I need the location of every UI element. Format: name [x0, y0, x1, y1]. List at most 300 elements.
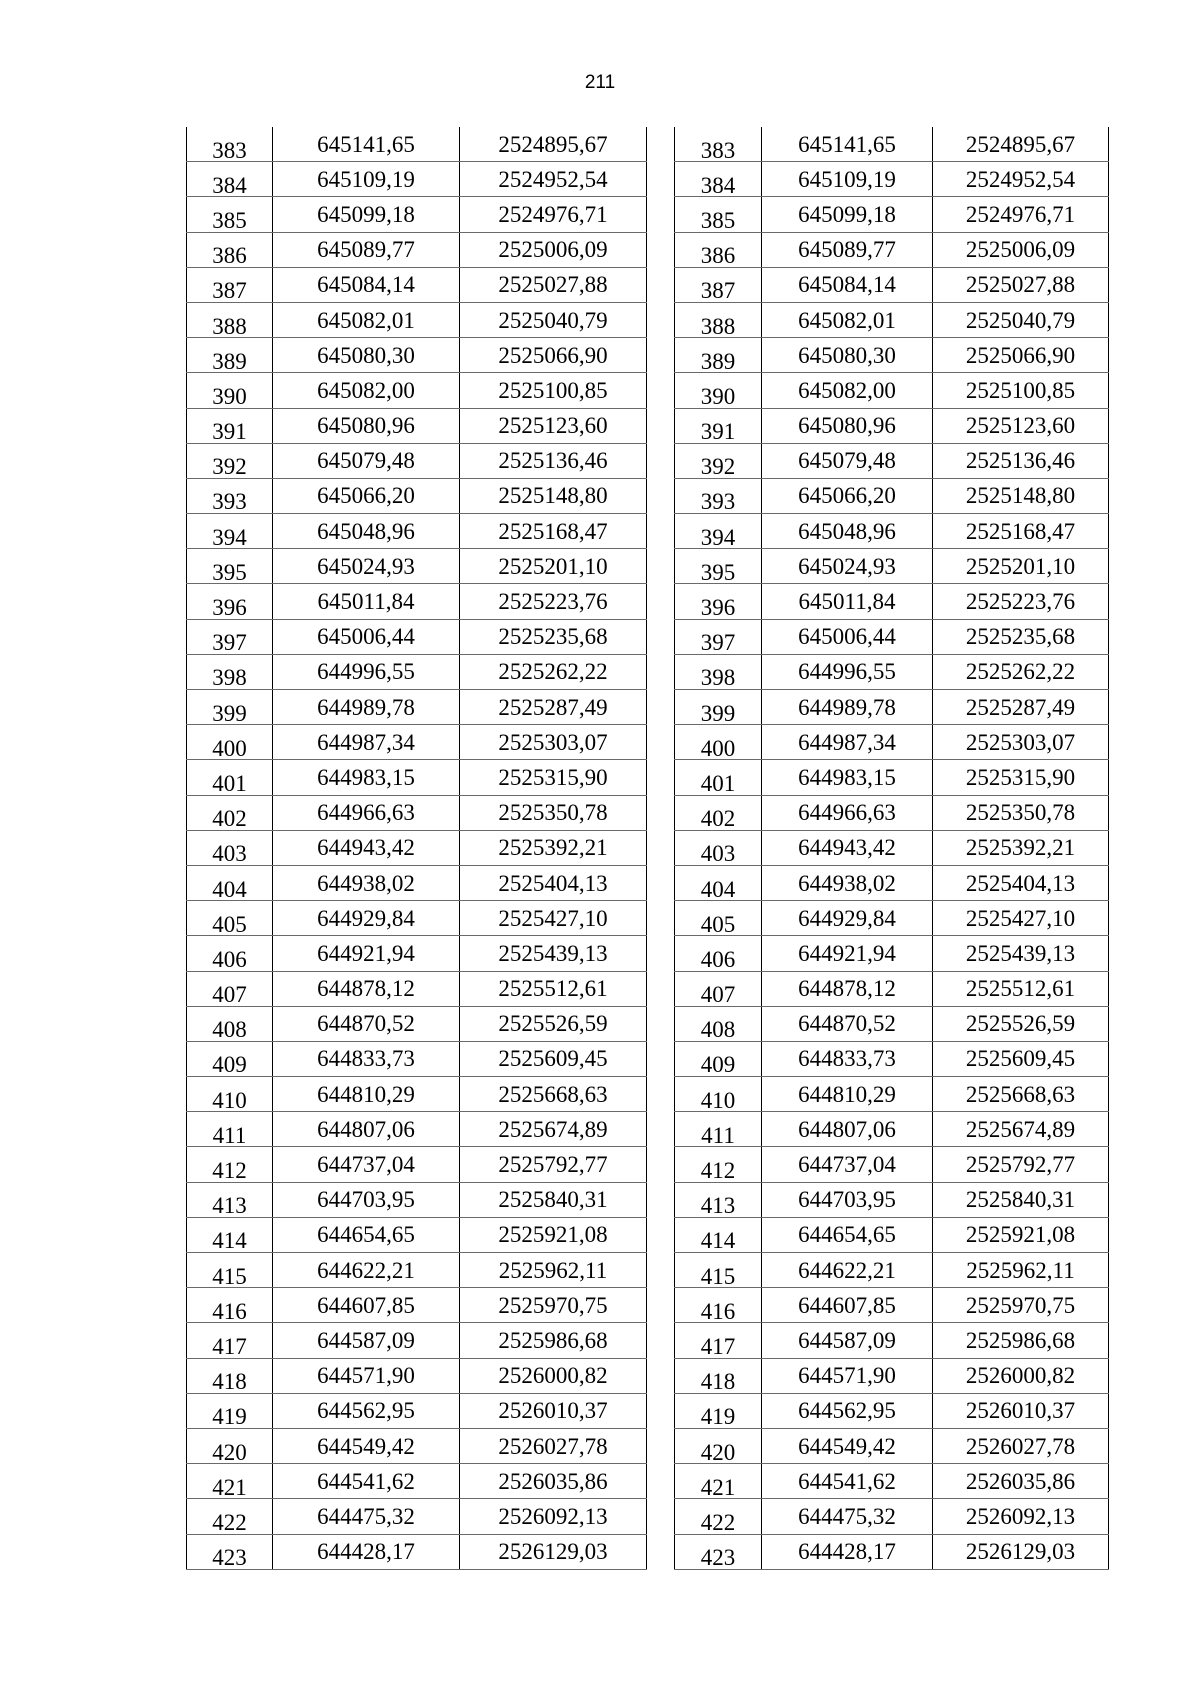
x-coordinate-cell: 645082,01: [273, 302, 460, 337]
table-row: [675, 619, 1109, 654]
y-coordinate-cell: 2524976,71: [933, 197, 1109, 232]
point-number-cell: 393: [675, 478, 762, 513]
table-row: [675, 1393, 1109, 1428]
table-row: [675, 1182, 1109, 1217]
y-coordinate-cell: 2525427,10: [933, 901, 1109, 936]
x-coordinate-cell: 644562,95: [273, 1393, 460, 1428]
table-row: [675, 1006, 1109, 1041]
table-row: [187, 267, 647, 302]
table-row: [675, 197, 1109, 232]
point-number-cell: 412: [187, 1147, 273, 1182]
x-coordinate-cell: 644562,95: [762, 1393, 933, 1428]
point-number-cell: 413: [187, 1182, 273, 1217]
y-coordinate-cell: 2525223,76: [460, 584, 647, 619]
y-coordinate-cell: 2526035,86: [460, 1464, 647, 1499]
table-row: [187, 1499, 647, 1534]
point-number-cell: 396: [187, 584, 273, 619]
table-row: [675, 127, 1109, 162]
y-coordinate-cell: 2525287,49: [933, 690, 1109, 725]
y-coordinate-cell: 2525027,88: [460, 267, 647, 302]
x-coordinate-cell: 645079,48: [273, 443, 460, 478]
y-coordinate-cell: 2525986,68: [933, 1323, 1109, 1358]
point-number-cell: 414: [675, 1217, 762, 1252]
y-coordinate-cell: 2525792,77: [933, 1147, 1109, 1182]
point-number-cell: 419: [675, 1393, 762, 1428]
y-coordinate-cell: 2525262,22: [460, 654, 647, 689]
point-number-cell: 403: [187, 830, 273, 865]
table-row: [675, 1464, 1109, 1499]
x-coordinate-cell: 644878,12: [762, 971, 933, 1006]
table-row: [675, 1217, 1109, 1252]
x-coordinate-cell: 645099,18: [762, 197, 933, 232]
x-coordinate-cell: 645066,20: [273, 478, 460, 513]
point-number-cell: 394: [675, 514, 762, 549]
y-coordinate-cell: 2525970,75: [933, 1288, 1109, 1323]
table-row: [675, 1499, 1109, 1534]
point-number-cell: 395: [187, 549, 273, 584]
table-row: [187, 1534, 647, 1569]
x-coordinate-cell: 645109,19: [762, 162, 933, 197]
y-coordinate-cell: 2525392,21: [933, 830, 1109, 865]
table-row: [675, 1323, 1109, 1358]
point-number-cell: 397: [675, 619, 762, 654]
page-number: 211: [584, 72, 616, 93]
table-row: [675, 725, 1109, 760]
y-coordinate-cell: 2525262,22: [933, 654, 1109, 689]
table-row: [675, 584, 1109, 619]
table-row: [675, 549, 1109, 584]
x-coordinate-cell: 645048,96: [762, 514, 933, 549]
y-coordinate-cell: 2525350,78: [933, 795, 1109, 830]
point-number-cell: 405: [187, 901, 273, 936]
table-row: [187, 725, 647, 760]
point-number-cell: 415: [187, 1253, 273, 1288]
table-row: [187, 584, 647, 619]
point-number-cell: 399: [187, 690, 273, 725]
x-coordinate-cell: 644938,02: [762, 865, 933, 900]
y-coordinate-cell: 2525668,63: [460, 1077, 647, 1112]
coordinates-table-left: [186, 127, 647, 1570]
point-number-cell: 421: [187, 1464, 273, 1499]
point-number-cell: 401: [675, 760, 762, 795]
y-coordinate-cell: 2524976,71: [460, 197, 647, 232]
point-number-cell: 406: [187, 936, 273, 971]
table-row: [187, 1182, 647, 1217]
point-number-cell: 409: [675, 1041, 762, 1076]
point-number-cell: 408: [187, 1006, 273, 1041]
x-coordinate-cell: 644983,15: [273, 760, 460, 795]
table-row: [187, 302, 647, 337]
point-number-cell: 386: [187, 232, 273, 267]
y-coordinate-cell: 2525066,90: [933, 338, 1109, 373]
point-number-cell: 420: [187, 1428, 273, 1463]
table-row: [187, 1358, 647, 1393]
point-number-cell: 402: [675, 795, 762, 830]
point-number-cell: 384: [675, 162, 762, 197]
table-row: [675, 760, 1109, 795]
point-number-cell: 383: [675, 127, 762, 162]
y-coordinate-cell: 2525040,79: [460, 302, 647, 337]
y-coordinate-cell: 2526129,03: [933, 1534, 1109, 1569]
x-coordinate-cell: 645006,44: [762, 619, 933, 654]
point-number-cell: 389: [187, 338, 273, 373]
table-row: [675, 1253, 1109, 1288]
x-coordinate-cell: 644807,06: [762, 1112, 933, 1147]
table-row: [187, 690, 647, 725]
x-coordinate-cell: 645109,19: [273, 162, 460, 197]
table-row: [675, 795, 1109, 830]
y-coordinate-cell: 2525303,07: [933, 725, 1109, 760]
table-row: [187, 795, 647, 830]
table-row: [187, 1217, 647, 1252]
point-number-cell: 401: [187, 760, 273, 795]
y-coordinate-cell: 2524952,54: [933, 162, 1109, 197]
x-coordinate-cell: 644549,42: [273, 1428, 460, 1463]
y-coordinate-cell: 2525392,21: [460, 830, 647, 865]
point-number-cell: 392: [187, 443, 273, 478]
x-coordinate-cell: 645089,77: [273, 232, 460, 267]
table-row: [675, 373, 1109, 408]
y-coordinate-cell: 2525439,13: [460, 936, 647, 971]
x-coordinate-cell: 644989,78: [273, 690, 460, 725]
y-coordinate-cell: 2526010,37: [933, 1393, 1109, 1428]
y-coordinate-cell: 2525315,90: [933, 760, 1109, 795]
table-row: [675, 830, 1109, 865]
point-number-cell: 415: [675, 1253, 762, 1288]
y-coordinate-cell: 2524895,67: [933, 127, 1109, 162]
x-coordinate-cell: 644921,94: [762, 936, 933, 971]
x-coordinate-cell: 644622,21: [273, 1253, 460, 1288]
table-row: [187, 619, 647, 654]
table-row: [675, 408, 1109, 443]
y-coordinate-cell: 2525970,75: [460, 1288, 647, 1323]
point-number-cell: 404: [187, 865, 273, 900]
x-coordinate-cell: 645084,14: [273, 267, 460, 302]
y-coordinate-cell: 2526027,78: [460, 1428, 647, 1463]
point-number-cell: 423: [187, 1534, 273, 1569]
table-row: [187, 971, 647, 1006]
table-row: [675, 232, 1109, 267]
table-row: [187, 1077, 647, 1112]
y-coordinate-cell: 2525315,90: [460, 760, 647, 795]
table-row: [187, 514, 647, 549]
x-coordinate-cell: 645082,01: [762, 302, 933, 337]
y-coordinate-cell: 2525136,46: [933, 443, 1109, 478]
table-row: [675, 1112, 1109, 1147]
y-coordinate-cell: 2526129,03: [460, 1534, 647, 1569]
table-row: [675, 690, 1109, 725]
y-coordinate-cell: 2525986,68: [460, 1323, 647, 1358]
point-number-cell: 417: [675, 1323, 762, 1358]
y-coordinate-cell: 2525512,61: [933, 971, 1109, 1006]
y-coordinate-cell: 2525027,88: [933, 267, 1109, 302]
point-number-cell: 404: [675, 865, 762, 900]
x-coordinate-cell: 644810,29: [762, 1077, 933, 1112]
point-number-cell: 418: [187, 1358, 273, 1393]
y-coordinate-cell: 2525609,45: [460, 1041, 647, 1076]
y-coordinate-cell: 2526010,37: [460, 1393, 647, 1428]
x-coordinate-cell: 644475,32: [273, 1499, 460, 1534]
y-coordinate-cell: 2525674,89: [933, 1112, 1109, 1147]
point-number-cell: 421: [675, 1464, 762, 1499]
x-coordinate-cell: 645066,20: [762, 478, 933, 513]
x-coordinate-cell: 645079,48: [762, 443, 933, 478]
point-number-cell: 410: [187, 1077, 273, 1112]
point-number-cell: 391: [675, 408, 762, 443]
x-coordinate-cell: 644878,12: [273, 971, 460, 1006]
point-number-cell: 390: [187, 373, 273, 408]
table-row: [675, 1534, 1109, 1569]
x-coordinate-cell: 644654,65: [762, 1217, 933, 1252]
table-row: [187, 443, 647, 478]
x-coordinate-cell: 645080,96: [762, 408, 933, 443]
x-coordinate-cell: 645084,14: [762, 267, 933, 302]
table-row: [675, 901, 1109, 936]
point-number-cell: 395: [675, 549, 762, 584]
y-coordinate-cell: 2525006,09: [460, 232, 647, 267]
y-coordinate-cell: 2524895,67: [460, 127, 647, 162]
x-coordinate-cell: 644475,32: [762, 1499, 933, 1534]
x-coordinate-cell: 644966,63: [273, 795, 460, 830]
table-row: [675, 654, 1109, 689]
table-row: [675, 1041, 1109, 1076]
x-coordinate-cell: 645141,65: [273, 127, 460, 162]
y-coordinate-cell: 2525168,47: [460, 514, 647, 549]
point-number-cell: 409: [187, 1041, 273, 1076]
table-row: [675, 1428, 1109, 1463]
point-number-cell: 405: [675, 901, 762, 936]
point-number-cell: 419: [187, 1393, 273, 1428]
x-coordinate-cell: 645080,96: [273, 408, 460, 443]
point-number-cell: 411: [675, 1112, 762, 1147]
y-coordinate-cell: 2525526,59: [933, 1006, 1109, 1041]
point-number-cell: 387: [187, 267, 273, 302]
x-coordinate-cell: 644549,42: [762, 1428, 933, 1463]
y-coordinate-cell: 2525040,79: [933, 302, 1109, 337]
y-coordinate-cell: 2525136,46: [460, 443, 647, 478]
table-row: [187, 760, 647, 795]
y-coordinate-cell: 2525962,11: [460, 1253, 647, 1288]
x-coordinate-cell: 645089,77: [762, 232, 933, 267]
y-coordinate-cell: 2525148,80: [460, 478, 647, 513]
table-row: [675, 162, 1109, 197]
y-coordinate-cell: 2525921,08: [460, 1217, 647, 1252]
point-number-cell: 392: [675, 443, 762, 478]
x-coordinate-cell: 644966,63: [762, 795, 933, 830]
y-coordinate-cell: 2525066,90: [460, 338, 647, 373]
point-number-cell: 398: [675, 654, 762, 689]
table-row: [675, 338, 1109, 373]
point-number-cell: 412: [675, 1147, 762, 1182]
y-coordinate-cell: 2525100,85: [460, 373, 647, 408]
table-row: [187, 549, 647, 584]
x-coordinate-cell: 644541,62: [273, 1464, 460, 1499]
point-number-cell: 388: [675, 302, 762, 337]
point-number-cell: 386: [675, 232, 762, 267]
table-row: [187, 1288, 647, 1323]
y-coordinate-cell: 2525100,85: [933, 373, 1109, 408]
point-number-cell: 407: [187, 971, 273, 1006]
x-coordinate-cell: 644987,34: [273, 725, 460, 760]
table-row: [187, 478, 647, 513]
table-row: [187, 1464, 647, 1499]
y-coordinate-cell: 2525427,10: [460, 901, 647, 936]
point-number-cell: 420: [675, 1428, 762, 1463]
y-coordinate-cell: 2524952,54: [460, 162, 647, 197]
x-coordinate-cell: 644571,90: [762, 1358, 933, 1393]
x-coordinate-cell: 644428,17: [762, 1534, 933, 1569]
table-row: [187, 232, 647, 267]
y-coordinate-cell: 2525303,07: [460, 725, 647, 760]
table-row: [187, 197, 647, 232]
table-row: [675, 1147, 1109, 1182]
table-row: [187, 162, 647, 197]
x-coordinate-cell: 644983,15: [762, 760, 933, 795]
x-coordinate-cell: 644929,84: [762, 901, 933, 936]
point-number-cell: 407: [675, 971, 762, 1006]
y-coordinate-cell: 2526035,86: [933, 1464, 1109, 1499]
x-coordinate-cell: 645024,93: [762, 549, 933, 584]
x-coordinate-cell: 644587,09: [762, 1323, 933, 1358]
y-coordinate-cell: 2526027,78: [933, 1428, 1109, 1463]
point-number-cell: 400: [187, 725, 273, 760]
x-coordinate-cell: 644622,21: [762, 1253, 933, 1288]
point-number-cell: 394: [187, 514, 273, 549]
point-number-cell: 391: [187, 408, 273, 443]
point-number-cell: 403: [675, 830, 762, 865]
x-coordinate-cell: 645011,84: [273, 584, 460, 619]
y-coordinate-cell: 2526092,13: [933, 1499, 1109, 1534]
y-coordinate-cell: 2525792,77: [460, 1147, 647, 1182]
point-number-cell: 383: [187, 127, 273, 162]
table-row: [187, 865, 647, 900]
y-coordinate-cell: 2525512,61: [460, 971, 647, 1006]
x-coordinate-cell: 644943,42: [273, 830, 460, 865]
point-number-cell: 414: [187, 1217, 273, 1252]
point-number-cell: 416: [187, 1288, 273, 1323]
x-coordinate-cell: 644703,95: [762, 1182, 933, 1217]
table-row: [187, 1253, 647, 1288]
y-coordinate-cell: 2525840,31: [460, 1182, 647, 1217]
x-coordinate-cell: 644654,65: [273, 1217, 460, 1252]
point-number-cell: 418: [675, 1358, 762, 1393]
point-number-cell: 387: [675, 267, 762, 302]
x-coordinate-cell: 644996,55: [762, 654, 933, 689]
point-number-cell: 413: [675, 1182, 762, 1217]
x-coordinate-cell: 644938,02: [273, 865, 460, 900]
point-number-cell: 410: [675, 1077, 762, 1112]
x-coordinate-cell: 645080,30: [273, 338, 460, 373]
table-row: [187, 1112, 647, 1147]
x-coordinate-cell: 644833,73: [762, 1041, 933, 1076]
x-coordinate-cell: 644833,73: [273, 1041, 460, 1076]
x-coordinate-cell: 644807,06: [273, 1112, 460, 1147]
table-row: [675, 443, 1109, 478]
table-row: [187, 936, 647, 971]
table-row: [187, 408, 647, 443]
point-number-cell: 399: [675, 690, 762, 725]
x-coordinate-cell: 644737,04: [762, 1147, 933, 1182]
y-coordinate-cell: 2525168,47: [933, 514, 1109, 549]
point-number-cell: 422: [187, 1499, 273, 1534]
table-row: [187, 338, 647, 373]
y-coordinate-cell: 2525006,09: [933, 232, 1109, 267]
y-coordinate-cell: 2525201,10: [460, 549, 647, 584]
table-row: [187, 127, 647, 162]
x-coordinate-cell: 644989,78: [762, 690, 933, 725]
point-number-cell: 396: [675, 584, 762, 619]
table-row: [187, 1041, 647, 1076]
point-number-cell: 411: [187, 1112, 273, 1147]
point-number-cell: 385: [675, 197, 762, 232]
x-coordinate-cell: 645011,84: [762, 584, 933, 619]
point-number-cell: 397: [187, 619, 273, 654]
point-number-cell: 422: [675, 1499, 762, 1534]
x-coordinate-cell: 645099,18: [273, 197, 460, 232]
table-row: [675, 514, 1109, 549]
table-row: [675, 1358, 1109, 1393]
coordinates-table-right: [674, 127, 1109, 1570]
x-coordinate-cell: 645006,44: [273, 619, 460, 654]
y-coordinate-cell: 2525674,89: [460, 1112, 647, 1147]
table-row: [187, 830, 647, 865]
table-row: [675, 971, 1109, 1006]
table-row: [675, 1077, 1109, 1112]
table-row: [187, 1428, 647, 1463]
x-coordinate-cell: 644943,42: [762, 830, 933, 865]
table-row: [675, 936, 1109, 971]
y-coordinate-cell: 2525840,31: [933, 1182, 1109, 1217]
table-row: [187, 1323, 647, 1358]
point-number-cell: 393: [187, 478, 273, 513]
y-coordinate-cell: 2525123,60: [460, 408, 647, 443]
x-coordinate-cell: 645082,00: [762, 373, 933, 408]
x-coordinate-cell: 644607,85: [273, 1288, 460, 1323]
y-coordinate-cell: 2525526,59: [460, 1006, 647, 1041]
point-number-cell: 390: [675, 373, 762, 408]
x-coordinate-cell: 645048,96: [273, 514, 460, 549]
point-number-cell: 400: [675, 725, 762, 760]
table-row: [675, 302, 1109, 337]
x-coordinate-cell: 645024,93: [273, 549, 460, 584]
y-coordinate-cell: 2525201,10: [933, 549, 1109, 584]
point-number-cell: 384: [187, 162, 273, 197]
point-number-cell: 402: [187, 795, 273, 830]
table-row: [675, 865, 1109, 900]
x-coordinate-cell: 644737,04: [273, 1147, 460, 1182]
point-number-cell: 388: [187, 302, 273, 337]
y-coordinate-cell: 2525404,13: [460, 865, 647, 900]
point-number-cell: 385: [187, 197, 273, 232]
x-coordinate-cell: 644921,94: [273, 936, 460, 971]
table-row: [187, 901, 647, 936]
y-coordinate-cell: 2525404,13: [933, 865, 1109, 900]
x-coordinate-cell: 644587,09: [273, 1323, 460, 1358]
table-row: [187, 1006, 647, 1041]
y-coordinate-cell: 2525235,68: [460, 619, 647, 654]
point-number-cell: 398: [187, 654, 273, 689]
y-coordinate-cell: 2525123,60: [933, 408, 1109, 443]
x-coordinate-cell: 644428,17: [273, 1534, 460, 1569]
y-coordinate-cell: 2526000,82: [933, 1358, 1109, 1393]
y-coordinate-cell: 2525609,45: [933, 1041, 1109, 1076]
table-row: [187, 373, 647, 408]
x-coordinate-cell: 644870,52: [273, 1006, 460, 1041]
point-number-cell: 389: [675, 338, 762, 373]
table-row: [187, 1393, 647, 1428]
y-coordinate-cell: 2525223,76: [933, 584, 1109, 619]
y-coordinate-cell: 2526092,13: [460, 1499, 647, 1534]
